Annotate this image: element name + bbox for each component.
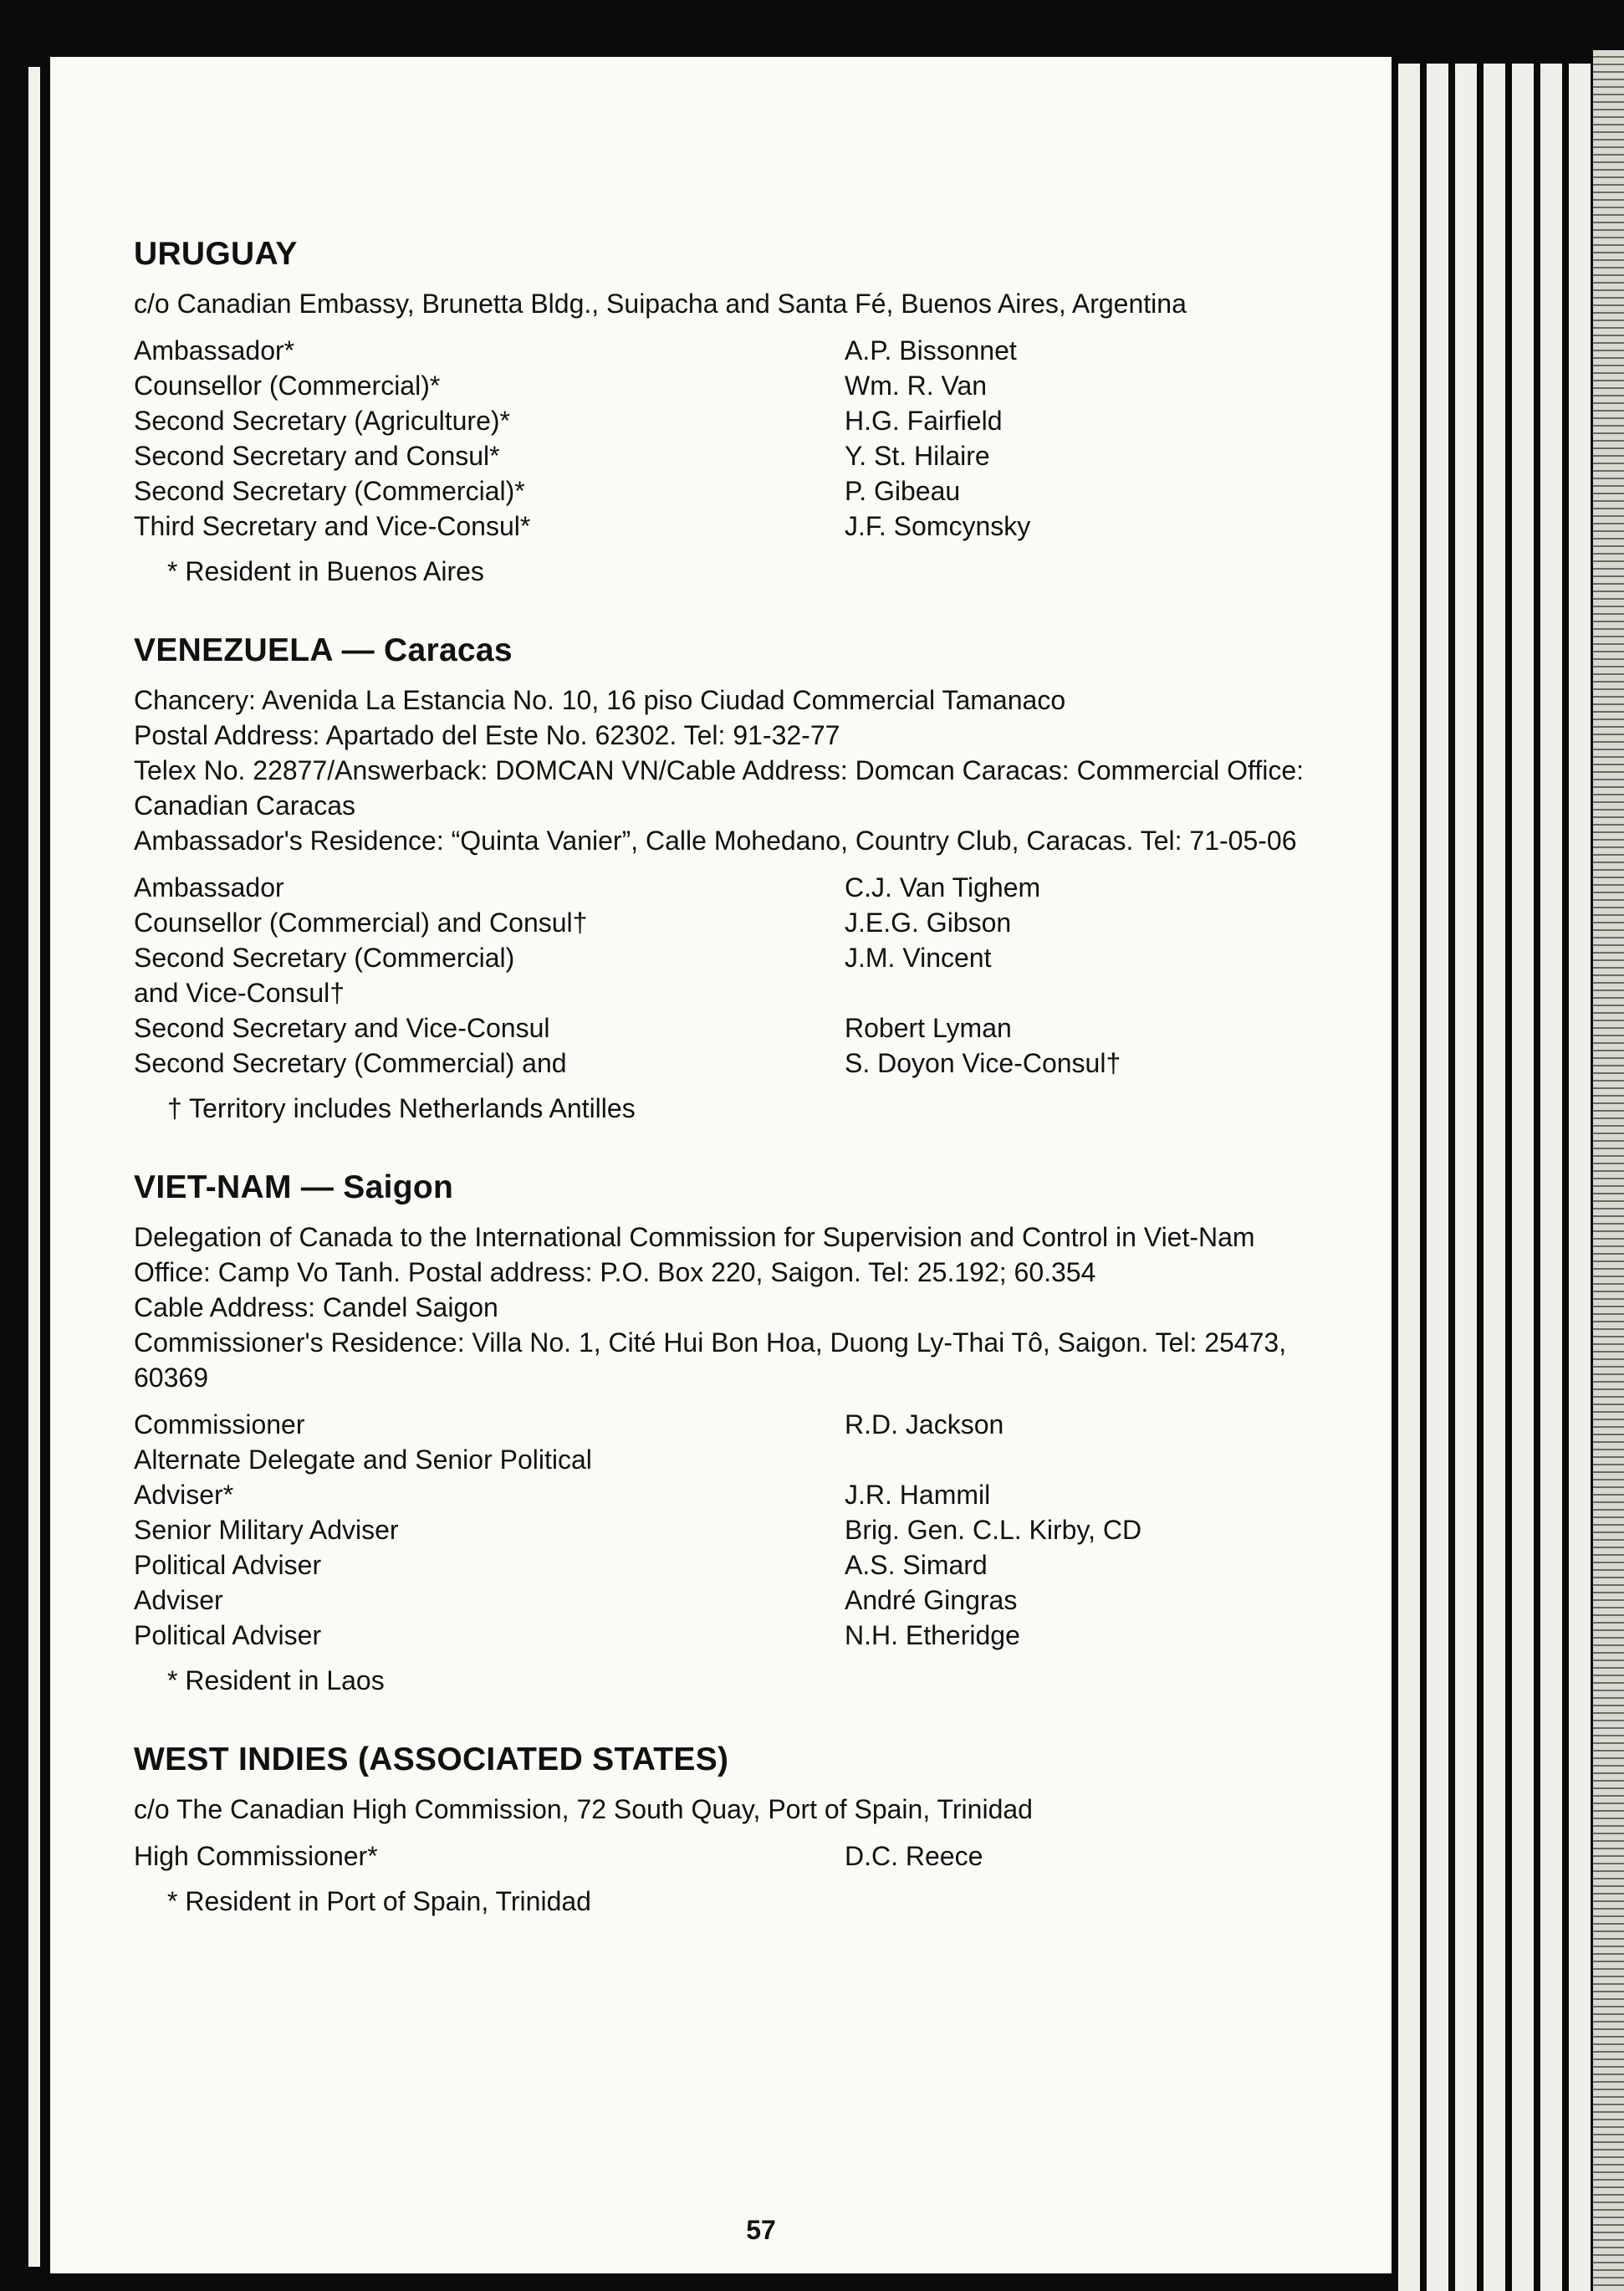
staff-role: Second Secretary (Commercial) and <box>134 1048 567 1078</box>
staff-role: Counsellor (Commercial) and Consul† <box>134 908 588 938</box>
country-section <box>134 1168 1321 1698</box>
staff-list <box>134 1838 1321 1874</box>
address-block <box>134 286 1321 321</box>
staff-role: High Commissioner* <box>134 1841 378 1871</box>
staff-role: Commissioner <box>134 1409 305 1440</box>
address-line: Ambassador's Residence: “Quinta Vanier”, Calle Mohedano, Country Club, Caracas. Tel: 71-05-06 <box>134 826 1297 856</box>
staff-role: Second Secretary (Commercial)* <box>134 476 525 506</box>
staff-name: André Gingras <box>845 1585 1018 1615</box>
staff-name: P. Gibeau <box>845 476 961 506</box>
address-block <box>134 1792 1321 1827</box>
country-heading: VENEZUELA — Caracas <box>134 632 513 668</box>
footnote: * Resident in Laos <box>167 1665 385 1695</box>
book-page-edges-outer <box>1593 50 1624 2291</box>
footnote: * Resident in Buenos Aires <box>167 556 484 586</box>
staff-name: A.S. Simard <box>845 1550 988 1580</box>
address-block <box>134 1220 1321 1395</box>
staff-role: Second Secretary (Commercial) <box>134 943 515 973</box>
staff-role: Second Secretary and Vice-Consul <box>134 1013 550 1043</box>
staff-role: Adviser* <box>134 1480 234 1510</box>
country-section <box>134 631 1321 1126</box>
staff-name <box>845 975 1321 1010</box>
staff-role: and Vice-Consul† <box>134 978 345 1008</box>
staff-role: Second Secretary (Agriculture)* <box>134 406 510 436</box>
footnote: † Territory includes Netherlands Antilles <box>167 1093 636 1123</box>
staff-name: R.D. Jackson <box>845 1409 1004 1440</box>
staff-name: D.C. Reece <box>845 1841 983 1871</box>
book-left-edge <box>28 67 43 2267</box>
address-line: Commissioner's Residence: Villa No. 1, Cité Hui Bon Hoa, Duong Ly-Thai Tô, Saigon. Tel: 25473, 60369 <box>134 1327 1287 1393</box>
address-line: Postal Address: Apartado del Este No. 62302. Tel: 91-32-77 <box>134 720 840 750</box>
staff-name: J.F. Somcynsky <box>845 511 1031 541</box>
staff-name: Brig. Gen. C.L. Kirby, CD <box>845 1515 1142 1545</box>
staff-name: C.J. Van Tighem <box>845 872 1041 903</box>
staff-name: S. Doyon Vice-Consul† <box>845 1048 1121 1078</box>
staff-name: Wm. R. Van <box>845 371 988 401</box>
staff-role: Adviser <box>134 1585 223 1615</box>
staff-name: A.P. Bissonnet <box>845 335 1017 366</box>
address-line: Office: Camp Vo Tanh. Postal address: P.O. Box 220, Saigon. Tel: 25.192; 60.354 <box>134 1257 1096 1287</box>
staff-role: Counsellor (Commercial)* <box>134 371 441 401</box>
staff-role: Political Adviser <box>134 1620 322 1650</box>
staff-name: J.E.G. Gibson <box>845 908 1012 938</box>
staff-role: Political Adviser <box>134 1550 322 1580</box>
staff-list <box>134 1407 1321 1653</box>
country-heading: WEST INDIES (ASSOCIATED STATES) <box>134 1741 729 1777</box>
staff-name: N.H. Etheridge <box>845 1620 1020 1650</box>
address-line: Delegation of Canada to the International Commission for Supervision and Control in Viet-Nam <box>134 1222 1255 1252</box>
staff-role: Second Secretary and Consul* <box>134 441 500 471</box>
address-line: Cable Address: Candel Saigon <box>134 1292 498 1322</box>
book-page-edges <box>1398 64 1624 2291</box>
country-section <box>134 234 1321 589</box>
country-heading: URUGUAY <box>134 236 298 272</box>
address-line: Chancery: Avenida La Estancia No. 10, 16 piso Ciudad Commercial Tamanaco <box>134 685 1066 715</box>
address-line: c/o The Canadian High Commission, 72 South Quay, Port of Spain, Trinidad <box>134 1794 1033 1824</box>
staff-name: Robert Lyman <box>845 1013 1012 1043</box>
staff-name: H.G. Fairfield <box>845 406 1003 436</box>
page-content <box>134 234 1321 1961</box>
staff-role: Senior Military Adviser <box>134 1515 399 1545</box>
staff-name: J.M. Vincent <box>845 943 992 973</box>
staff-list <box>134 333 1321 544</box>
address-line: Telex No. 22877/Answerback: DOMCAN VN/Cable Address: Domcan Caracas: Commercial Office: Canadian Caracas <box>134 755 1305 821</box>
staff-role: Ambassador <box>134 872 284 903</box>
staff-role: Ambassador* <box>134 335 295 366</box>
staff-list <box>134 870 1321 1081</box>
page-number: 57 <box>746 2215 776 2245</box>
footnote: * Resident in Port of Spain, Trinidad <box>167 1886 591 1916</box>
country-section <box>134 1740 1321 1919</box>
country-heading: VIET-NAM — Saigon <box>134 1169 454 1205</box>
staff-role: Third Secretary and Vice-Consul* <box>134 511 531 541</box>
staff-name <box>845 1442 1321 1477</box>
staff-name: J.R. Hammil <box>845 1480 991 1510</box>
address-line: c/o Canadian Embassy, Brunetta Bldg., Suipacha and Santa Fé, Buenos Aires, Argentina <box>134 289 1187 319</box>
staff-name: Y. St. Hilaire <box>845 441 990 471</box>
staff-role: Alternate Delegate and Senior Political <box>134 1445 592 1475</box>
address-block <box>134 683 1321 858</box>
